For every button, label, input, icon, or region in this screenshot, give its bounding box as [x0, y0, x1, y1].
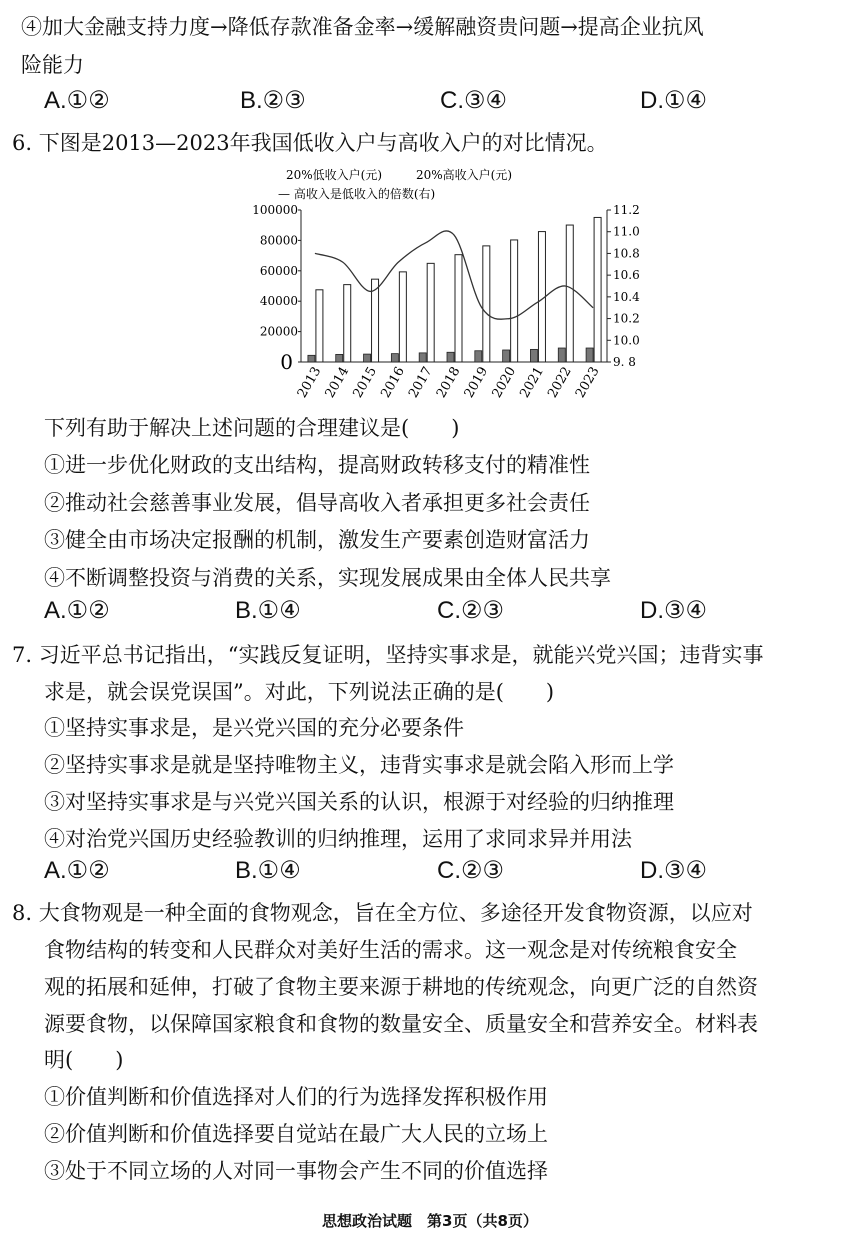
bar-high-income [399, 272, 406, 362]
x-tick-label: 2015 [350, 364, 381, 401]
bar-high-income [566, 225, 573, 362]
ratio-line [315, 231, 593, 319]
q6-question: 下列有助于解决上述问题的合理建议是( ) [44, 416, 460, 440]
left-tick-label: 100000 [252, 203, 298, 217]
page-footer: 思想政治试题 第3页（共8页） [322, 1212, 538, 1230]
x-tick-label: 2013 [294, 364, 325, 401]
x-tick-label: 2018 [433, 364, 464, 401]
q8-item-2: ②价值判断和价值选择要自觉站在最广大人民的立场上 [44, 1122, 548, 1146]
q6-option-a[interactable]: A.①② [44, 597, 110, 624]
q5-item-4-line2: 险能力 [21, 53, 84, 77]
legend-high-income: 20%高收入户(元) [416, 168, 513, 182]
q7-item-1: ①坚持实事求是，是兴党兴国的充分必要条件 [44, 716, 464, 740]
right-tick-label: 10.2 [613, 311, 640, 326]
q5-item-4-line1: ④加大金融支持力度→降低存款准备金率→缓解融资贵问题→提高企业抗风 [21, 15, 704, 39]
q5-option-a[interactable]: A.①② [44, 87, 110, 114]
bar-low-income [336, 354, 343, 362]
bar-low-income [419, 353, 426, 362]
income-chart [235, 165, 645, 410]
left-tick-label: 80000 [259, 233, 298, 248]
q7-option-d[interactable]: D.③④ [640, 857, 708, 884]
bar-low-income [391, 354, 398, 362]
right-tick-label: 11.2 [613, 203, 640, 217]
right-tick-label: 10.0 [613, 333, 640, 348]
q7-option-a[interactable]: A.①② [44, 857, 110, 884]
left-tick-label: 0 [280, 350, 293, 374]
x-tick-label: 2017 [406, 364, 436, 401]
x-tick-label: 2023 [573, 364, 603, 401]
q6-item-4: ④不断调整投资与消费的关系，实现发展成果由全体人民共享 [44, 566, 611, 590]
q6-item-1: ①进一步优化财政的支出结构，提高财政转移支付的精准性 [44, 453, 590, 477]
bar-high-income [455, 255, 462, 362]
q8-stem-line5: 明( ) [44, 1048, 124, 1072]
q6-options [0, 596, 860, 630]
bar-high-income [594, 217, 601, 362]
q5-option-d[interactable]: D.①④ [640, 87, 708, 114]
chart-ratio-line [315, 231, 593, 319]
bar-low-income [475, 351, 482, 362]
q7-item-3: ③对坚持实事求是与兴党兴国关系的认识，根源于对经验的归纳推理 [44, 790, 674, 814]
q6-item-3: ③健全由市场决定报酬的机制，激发生产要素创造财富活力 [44, 528, 590, 552]
right-tick-label: 10.8 [613, 246, 640, 261]
left-tick-label: 20000 [259, 324, 298, 339]
q7-option-c[interactable]: C.②③ [437, 857, 505, 884]
q7-options [0, 856, 860, 890]
x-tick-label: 2016 [378, 364, 408, 401]
bar-low-income [447, 352, 454, 362]
q5-option-b[interactable]: B.②③ [240, 87, 306, 114]
bar-high-income [344, 285, 351, 362]
x-tick-label: 2019 [461, 364, 492, 401]
left-tick-label: 40000 [259, 294, 298, 309]
q8-stem-line4: 源要食物，以保障国家粮食和食物的数量安全、质量安全和营养安全。材料表 [44, 1012, 758, 1036]
right-tick-label: 10.4 [613, 289, 640, 304]
q5-options [0, 86, 860, 120]
legend-low-income: 20%低收入户(元) [286, 168, 383, 182]
left-tick-label: 60000 [259, 263, 298, 278]
x-tick-label: 2021 [517, 364, 547, 401]
bar-low-income [308, 355, 315, 362]
bar-high-income [427, 263, 434, 362]
chart-bars [308, 217, 601, 362]
chart-x-labels [295, 365, 603, 401]
q6-stem: 6. 下图是2013—2023年我国低收入户与高收入户的对比情况。 [12, 131, 608, 155]
q8-stem-line3: 观的拓展和延伸，打破了食物主要来源于耕地的传统观念，向更广泛的自然资 [44, 975, 758, 999]
chart-legend [278, 167, 512, 201]
right-tick-label: 11.0 [613, 224, 640, 239]
q6-option-d[interactable]: D.③④ [640, 597, 708, 624]
bar-low-income [530, 349, 537, 362]
bar-low-income [364, 354, 371, 362]
q7-item-4: ④对治党兴国历史经验教训的归纳推理，运用了求同求异并用法 [44, 827, 632, 851]
bar-low-income [558, 348, 565, 362]
x-tick-label: 2014 [322, 364, 353, 401]
q8-stem-line2: 食物结构的转变和人民群众对美好生活的需求。这一观念是对传统粮食安全 [44, 938, 737, 962]
right-tick-label: 10.6 [613, 268, 640, 283]
q5-option-c[interactable]: C.③④ [440, 87, 508, 114]
x-tick-label: 2020 [489, 364, 520, 401]
bar-high-income [316, 290, 323, 362]
q7-option-b[interactable]: B.①④ [235, 857, 301, 884]
chart-axes [252, 203, 640, 374]
q7-item-2: ②坚持实事求是就是坚持唯物主义，违背实事求是就会陷入形而上学 [44, 753, 674, 777]
bar-high-income [483, 246, 490, 362]
q6-item-2: ②推动社会慈善事业发展，倡导高收入者承担更多社会责任 [44, 491, 590, 515]
x-tick-label: 2022 [545, 364, 575, 401]
q7-stem-line1: 7. 习近平总书记指出，“实践反复证明，坚持实事求是，就能兴党兴国；违背实事 [12, 643, 764, 667]
bar-high-income [511, 240, 518, 362]
q8-stem-line1: 8. 大食物观是一种全面的食物观念，旨在全方位、多途径开发食物资源，以应对 [12, 901, 753, 925]
q6-option-c[interactable]: C.②③ [437, 597, 505, 624]
q8-item-1: ①价值判断和价值选择对人们的行为选择发挥积极作用 [44, 1085, 548, 1109]
right-tick-label: 9. 8 [613, 355, 636, 369]
bar-low-income [503, 350, 510, 362]
q8-item-3: ③处于不同立场的人对同一事物会产生不同的价值选择 [44, 1159, 548, 1183]
q7-stem-line2: 求是，就会误党误国”。对此，下列说法正确的是( ) [44, 680, 555, 704]
bar-low-income [586, 348, 593, 362]
q6-option-b[interactable]: B.①④ [235, 597, 301, 624]
legend-ratio: — 高收入是低收入的倍数(右) [278, 187, 436, 201]
